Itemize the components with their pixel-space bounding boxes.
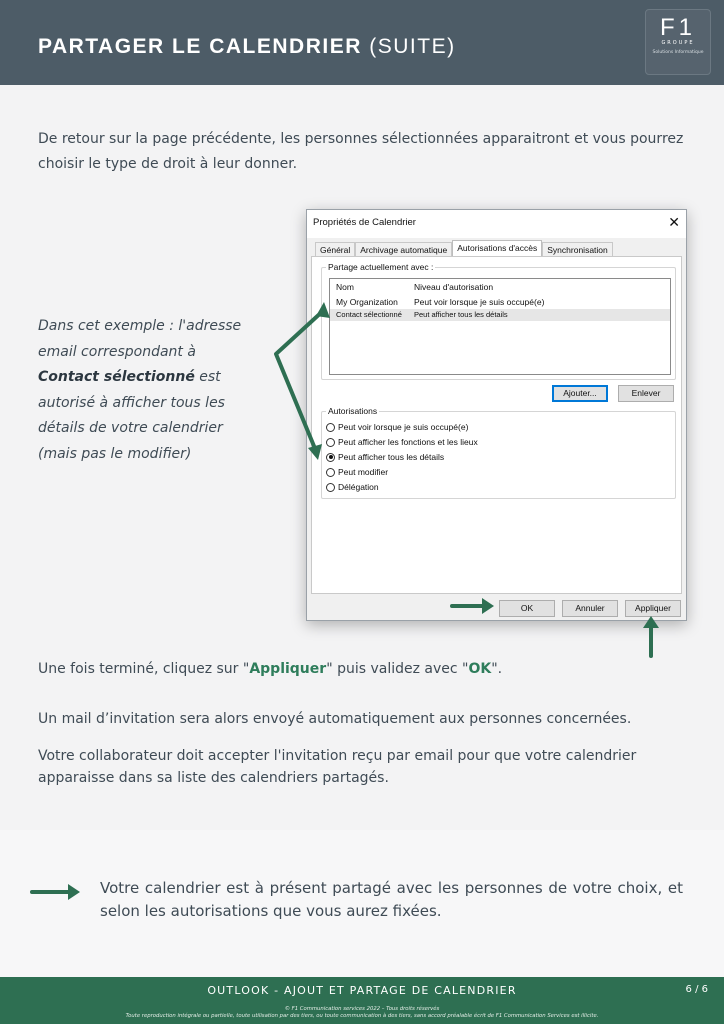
invitation-text: Un mail d’invitation sera alors envoyé automatiquement aux personnes concernées. xyxy=(38,711,632,727)
footer-copyright xyxy=(0,1006,724,1019)
dialog-title: Propriétés de Calendrier xyxy=(313,217,416,228)
permissions-group-label: Autorisations xyxy=(328,406,378,416)
title-suffix: (SUITE) xyxy=(361,35,456,58)
option-label: Peut voir lorsque je suis occupé(e) xyxy=(338,422,469,432)
page-number: 6 / 6 xyxy=(685,984,708,995)
tab-autoarchive[interactable]: Archivage automatique xyxy=(355,242,452,257)
instruction-text xyxy=(38,658,698,680)
share-list[interactable] xyxy=(329,278,671,375)
instr-part3: ". xyxy=(491,661,503,677)
radio-icon[interactable] xyxy=(326,423,335,432)
side-note-contact: Contact sélectionné xyxy=(38,369,195,385)
tab-general[interactable]: Général xyxy=(315,242,355,257)
tab-synchronisation[interactable]: Synchronisation xyxy=(542,242,612,257)
option-label: Peut afficher les fonctions et les lieux xyxy=(338,437,478,447)
side-note-part2: est autorisé à afficher tous les détails de votre calendrier (mais pas le modifier) xyxy=(38,369,225,462)
copyright-line2: Toute reproduction intégrale ou partielle, toute utilisation par des tiers, ou toute communication à des tiers, sans accord préalable écrit de F1 Communication Services est illicite. xyxy=(125,1012,599,1019)
instr-apply: Appliquer xyxy=(249,661,327,677)
radio-icon[interactable] xyxy=(326,438,335,447)
option-label: Peut modifier xyxy=(338,467,389,477)
page-footer xyxy=(0,977,724,1024)
instr-ok: OK xyxy=(468,661,492,677)
row-name: Contact sélectionné xyxy=(336,310,402,319)
side-note-part1: Dans cet exemple : l'adresse email correspondant à xyxy=(38,318,242,360)
side-note xyxy=(38,314,253,467)
calendar-properties-dialog xyxy=(306,209,687,621)
copyright-line1: © F1 Communication services 2022 – Tous droits réservés xyxy=(284,1006,440,1012)
permissions-group xyxy=(321,406,676,499)
apply-button[interactable]: Appliquer xyxy=(625,600,681,617)
row-level: Peut afficher tous les détails xyxy=(414,310,508,319)
add-button[interactable]: Ajouter... xyxy=(552,385,608,402)
remove-button[interactable]: Enlever xyxy=(618,385,674,402)
option-edit[interactable] xyxy=(326,467,388,477)
intro-text: De retour sur la page précédente, les personnes sélectionnées apparaitront et vous pourrez choisir le type de droit à leur donner. xyxy=(38,131,684,172)
ok-button[interactable]: OK xyxy=(499,600,555,617)
conclusion-arrowhead xyxy=(68,884,80,900)
share-group xyxy=(321,262,676,380)
dialog-tabs xyxy=(315,241,613,257)
row-level: Peut voir lorsque je suis occupé(e) xyxy=(414,297,545,307)
tab-permissions[interactable]: Autorisations d'accès xyxy=(452,240,542,257)
footer-title: OUTLOOK - AJOUT ET PARTAGE DE CALENDRIER xyxy=(207,984,517,997)
dialog-titlebar xyxy=(307,210,686,238)
cancel-button[interactable]: Annuler xyxy=(562,600,618,617)
logo-mark: F1 xyxy=(659,14,696,41)
radio-icon[interactable] xyxy=(326,483,335,492)
logo-tagline: Solutions Informatique xyxy=(652,50,704,55)
instr-part2: " puis validez avec " xyxy=(326,661,469,677)
page-title xyxy=(38,35,456,59)
radio-selected-icon[interactable] xyxy=(326,453,335,462)
radio-icon[interactable] xyxy=(326,468,335,477)
option-label: Délégation xyxy=(338,482,379,492)
logo-sub: GROUPE xyxy=(661,40,695,46)
company-logo xyxy=(645,9,711,75)
conclusion-text: Votre calendrier est à présent partagé avec les personnes de votre choix, et selon les autorisations que vous aurez fixées. xyxy=(100,879,683,920)
option-delegate[interactable] xyxy=(326,482,379,492)
page-header xyxy=(0,0,724,85)
share-group-label: Partage actuellement avec : xyxy=(328,262,434,272)
list-item[interactable] xyxy=(330,296,670,308)
list-item-selected[interactable] xyxy=(330,309,670,321)
option-label: Peut afficher tous les détails xyxy=(338,452,445,462)
title-bold: PARTAGER LE CALENDRIER xyxy=(38,35,362,58)
option-titles-locations[interactable] xyxy=(326,437,478,447)
column-name: Nom xyxy=(336,282,354,292)
accept-text: Votre collaborateur doit accepter l'invitation reçu par email pour que votre calendrier apparaisse dans sa liste des calendriers partagés. xyxy=(38,748,637,786)
option-busy[interactable] xyxy=(326,422,468,432)
option-full-details[interactable] xyxy=(326,452,444,462)
list-header xyxy=(330,281,670,293)
permissions-panel xyxy=(311,256,682,594)
column-level: Niveau d'autorisation xyxy=(414,282,494,292)
row-name: My Organization xyxy=(336,297,398,307)
close-icon[interactable]: ✕ xyxy=(668,214,680,230)
instr-part1: Une fois terminé, cliquez sur " xyxy=(38,661,250,677)
